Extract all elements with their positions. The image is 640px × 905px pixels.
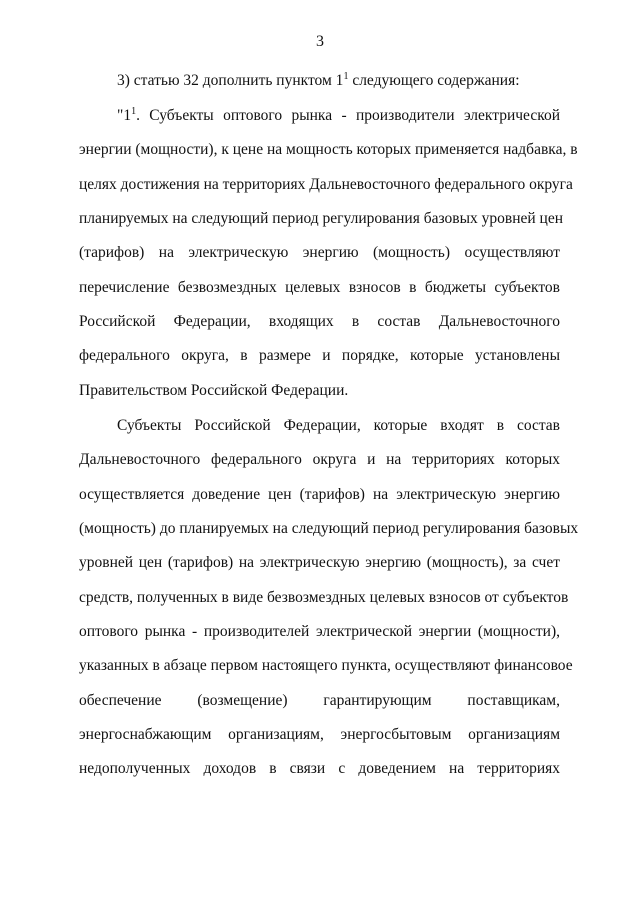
text-line: целях достижения на территориях Дальневосточного федерального округа: [79, 176, 573, 193]
text-line: планируемых на следующий период регулирования базовых уровней цен: [79, 210, 564, 227]
text-line: Правительством Российской Федерации.: [79, 382, 349, 399]
text-line: средств, полученных в виде безвозмездных целевых взносов от субъектов: [79, 589, 569, 606]
text-line: Дальневосточного федерального округа и на территориях которых: [79, 451, 560, 468]
superscript: 1: [343, 71, 349, 82]
text-line: обеспечение (возмещение) гарантирующим поставщикам,: [79, 692, 560, 709]
text-line: уровней цен (тарифов) на электрическую энергию (мощность), за счет: [79, 554, 560, 571]
text-line: Российской Федерации, входящих в состав Дальневосточного: [79, 313, 560, 330]
text-line: указанных в абзаце первом настоящего пункта, осуществляют финансовое: [79, 657, 573, 674]
superscript: 1: [131, 106, 137, 117]
text-line: федерального округа, в размере и порядке, которые установлены: [79, 347, 560, 364]
text-line: (мощность) до планируемых на следующий период регулирования базовых: [79, 520, 579, 537]
text-line: оптового рынка - производителей электрической энергии (мощности),: [79, 623, 560, 640]
text-line: "$1^1$. Субъекты оптового рынка - производители электрической: [117, 106, 560, 124]
text-line: осуществляется доведение цен (тарифов) на электрическую энергию: [79, 486, 560, 503]
text-line: энергоснабжающим организациям, энергосбытовым организациям: [79, 726, 560, 743]
text-line: 3) статью 32 дополнить пунктом $1^1$ следующего содержания:: [117, 71, 520, 89]
text-line: Субъекты Российской Федерации, которые входят в состав: [117, 417, 560, 434]
text-line: энергии (мощности), к цене на мощность которых применяется надбавка, в: [79, 141, 578, 158]
text-line: перечисление безвозмездных целевых взносов в бюджеты субъектов: [79, 279, 560, 296]
page-number: 3: [316, 33, 324, 50]
text-line: недополученных доходов в связи с доведением на территориях: [79, 760, 560, 777]
text-line: (тарифов) на электрическую энергию (мощность) осуществляют: [79, 244, 560, 261]
